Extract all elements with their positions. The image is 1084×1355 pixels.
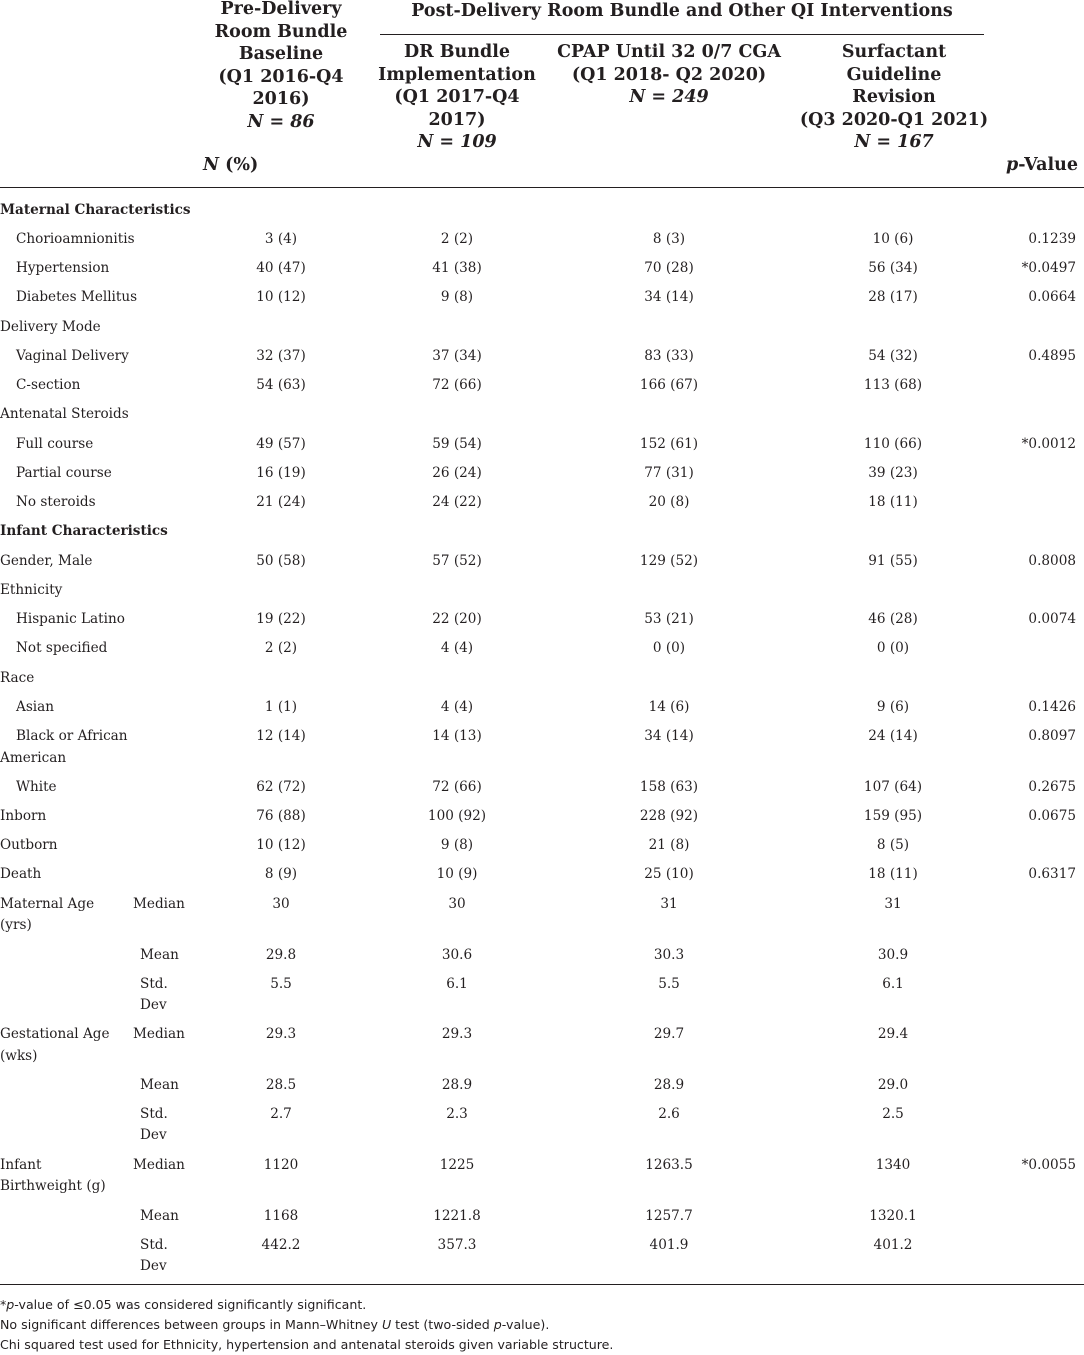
row-label: Not specified (16, 640, 108, 656)
cell-p-value: 0.6317 (1028, 866, 1076, 882)
table-row (0, 433, 1084, 455)
header-n-percent: N (%) (203, 155, 259, 175)
header-line: Implementation (378, 64, 536, 85)
row-statistic-label: Mean (140, 947, 179, 963)
cell-cpap: 5.5 (658, 976, 680, 992)
table-row (0, 747, 1084, 769)
table-row (0, 345, 1084, 367)
cell-baseline: 3 (4) (264, 231, 298, 247)
header-n: N = 86 (247, 111, 315, 132)
header-line: (Q1 2018- Q2 2020) (571, 64, 767, 85)
cell-surfactant: 9 (6) (876, 699, 910, 715)
cell-dr-bundle: 37 (34) (432, 348, 482, 364)
header-line: DR Bundle (403, 42, 511, 62)
cell-p-value: 0.1239 (1028, 231, 1076, 247)
cell-dr-bundle: 9 (8) (440, 837, 474, 853)
table-row (0, 725, 1084, 747)
cell-cpap: 158 (63) (639, 779, 699, 795)
row-statistic-label: Std. (140, 1106, 168, 1122)
cell-dr-bundle: 2.3 (446, 1106, 468, 1122)
header-line: (Q3 2020-Q1 2021) (799, 109, 989, 130)
table-row (0, 491, 1084, 513)
table-row (0, 1023, 1084, 1045)
cell-dr-bundle: 28.9 (441, 1077, 473, 1093)
cell-dr-bundle: 14 (13) (432, 728, 482, 744)
cell-surfactant: 159 (95) (863, 808, 923, 824)
cell-dr-bundle: 2 (2) (440, 231, 474, 247)
cell-surfactant: 2.5 (882, 1106, 904, 1122)
cell-baseline: 28.5 (265, 1077, 297, 1093)
cell-baseline: 12 (14) (256, 728, 306, 744)
cell-cpap: 31 (660, 896, 678, 912)
footnote-chi-squared: Chi squared test used for Ethnicity, hypertension and antenatal steroids given variable structure. (0, 1337, 614, 1352)
header-line: Pre-Delivery (220, 0, 342, 19)
cell-surfactant: 401.2 (873, 1237, 913, 1253)
cell-cpap: 29.7 (653, 1026, 685, 1042)
table-row (0, 944, 1084, 966)
cell-surfactant: 1320.1 (869, 1208, 917, 1224)
footnote-significance: *p-value of ≤0.05 was considered significantly significant. (0, 1297, 367, 1312)
header-n: N = 249 (629, 87, 709, 108)
cell-cpap: 2.6 (658, 1106, 680, 1122)
row-label: Vaginal Delivery (16, 348, 129, 364)
row-label: Maternal Age (0, 896, 95, 912)
cell-cpap: 70 (28) (644, 260, 694, 276)
cell-dr-bundle: 26 (24) (432, 465, 482, 481)
table-row (0, 199, 1084, 221)
cell-surfactant: 28 (17) (868, 289, 918, 305)
row-label: Maternal Characteristics (0, 202, 191, 218)
table-row (0, 374, 1084, 396)
table-row (0, 550, 1084, 572)
cell-baseline: 442.2 (261, 1237, 301, 1253)
row-label: No steroids (16, 494, 96, 510)
header-line: Revision (852, 87, 936, 108)
row-label: Delivery Mode (0, 319, 101, 335)
cell-dr-bundle: 9 (8) (440, 289, 474, 305)
row-statistic-label: Dev (140, 1258, 167, 1274)
cell-surfactant: 8 (5) (876, 837, 910, 853)
row-label: Antenatal Steroids (0, 406, 129, 422)
row-label: (wks) (0, 1048, 38, 1064)
row-label: C-section (16, 377, 81, 393)
cell-cpap: 8 (3) (652, 231, 686, 247)
cell-dr-bundle: 357.3 (437, 1237, 477, 1253)
header-col-surfactant (796, 41, 992, 154)
cell-dr-bundle: 30 (448, 896, 466, 912)
cell-cpap: 21 (8) (648, 837, 690, 853)
row-label: Diabetes Mellitus (16, 289, 138, 305)
row-label: Gestational Age (0, 1026, 110, 1042)
row-statistic-label: Median (133, 1026, 185, 1042)
table-top-rule (0, 187, 1084, 188)
row-label: White (16, 779, 57, 795)
cell-p-value: 0.0074 (1028, 611, 1076, 627)
table-bottom-rule (0, 1284, 1084, 1285)
cell-baseline: 76 (88) (256, 808, 306, 824)
cell-dr-bundle: 30.6 (441, 947, 473, 963)
cell-baseline: 62 (72) (256, 779, 306, 795)
cell-dr-bundle: 72 (66) (432, 779, 482, 795)
cell-dr-bundle: 1225 (439, 1157, 475, 1173)
cell-cpap: 228 (92) (639, 808, 699, 824)
cell-cpap: 152 (61) (639, 436, 699, 452)
cell-p-value: 0.0675 (1028, 808, 1076, 824)
cell-baseline: 1168 (263, 1208, 299, 1224)
cell-cpap: 34 (14) (644, 728, 694, 744)
cell-cpap: 1263.5 (645, 1157, 693, 1173)
cell-baseline: 2 (2) (264, 640, 298, 656)
table-row (0, 1255, 1084, 1277)
row-statistic-label: Mean (140, 1208, 179, 1224)
table-row (0, 462, 1084, 484)
cell-cpap: 1257.7 (645, 1208, 693, 1224)
table-row (0, 1103, 1084, 1125)
cell-dr-bundle: 10 (9) (436, 866, 478, 882)
cell-surfactant: 113 (68) (863, 377, 923, 393)
row-label: Ethnicity (0, 582, 63, 598)
cell-p-value: *0.0055 (1021, 1157, 1076, 1173)
footnote-mann-whitney: No significant differences between groups in Mann–Whitney U test (two-sided p-value). (0, 1317, 550, 1332)
header-group-title: Post-Delivery Room Bundle and Other QI Interventions (411, 1, 953, 21)
cell-p-value: 0.1426 (1028, 699, 1076, 715)
cell-p-value: *0.0497 (1021, 260, 1076, 276)
table-row (0, 863, 1084, 885)
table-row (0, 805, 1084, 827)
row-statistic-label: Mean (140, 1077, 179, 1093)
row-label: Hypertension (16, 260, 110, 276)
cell-cpap: 34 (14) (644, 289, 694, 305)
table-row (0, 257, 1084, 279)
cell-baseline: 40 (47) (256, 260, 306, 276)
cell-surfactant: 31 (884, 896, 902, 912)
row-label: Black or African (16, 728, 128, 744)
cell-baseline: 49 (57) (256, 436, 306, 452)
row-statistic-label: Dev (140, 997, 167, 1013)
cell-p-value: 0.0664 (1028, 289, 1076, 305)
cell-cpap: 25 (10) (644, 866, 694, 882)
header-line: Baseline (238, 44, 324, 65)
table-row (0, 696, 1084, 718)
header-col-baseline (203, 0, 359, 134)
header-line: (Q1 2017-Q4 (394, 87, 520, 108)
row-label: Outborn (0, 837, 58, 853)
cell-surfactant: 29.4 (877, 1026, 909, 1042)
cell-p-value: *0.0012 (1021, 436, 1076, 452)
table-row (0, 637, 1084, 659)
cell-p-value: 0.4895 (1028, 348, 1076, 364)
cell-surfactant: 56 (34) (868, 260, 918, 276)
row-label: Death (0, 866, 42, 882)
table-row (0, 994, 1084, 1016)
row-label: Gender, Male (0, 553, 93, 569)
cell-surfactant: 29.0 (877, 1077, 909, 1093)
row-label: (yrs) (0, 917, 32, 933)
cell-p-value: 0.2675 (1028, 779, 1076, 795)
table-row (0, 834, 1084, 856)
cell-cpap: 83 (33) (644, 348, 694, 364)
cell-cpap: 30.3 (653, 947, 685, 963)
table-row (0, 579, 1084, 601)
cell-baseline: 29.8 (265, 947, 297, 963)
cell-dr-bundle: 4 (4) (440, 699, 474, 715)
cell-baseline: 19 (22) (256, 611, 306, 627)
cell-surfactant: 110 (66) (863, 436, 923, 452)
table-row (0, 608, 1084, 630)
cell-cpap: 166 (67) (639, 377, 699, 393)
table-row (0, 1045, 1084, 1067)
cell-baseline: 54 (63) (256, 377, 306, 393)
cell-cpap: 20 (8) (648, 494, 690, 510)
cell-dr-bundle: 29.3 (441, 1026, 473, 1042)
cell-surfactant: 107 (64) (863, 779, 923, 795)
cell-surfactant: 54 (32) (868, 348, 918, 364)
cell-surfactant: 10 (6) (872, 231, 914, 247)
cell-baseline: 50 (58) (256, 553, 306, 569)
cell-baseline: 32 (37) (256, 348, 306, 364)
header-col-dr-bundle (372, 41, 542, 154)
header-group-rule (380, 34, 984, 35)
cell-dr-bundle: 6.1 (446, 976, 468, 992)
cell-cpap: 129 (52) (639, 553, 699, 569)
table-row (0, 973, 1084, 995)
cell-dr-bundle: 57 (52) (432, 553, 482, 569)
cell-surfactant: 18 (11) (868, 866, 918, 882)
cell-p-value: 0.8008 (1028, 553, 1076, 569)
cell-cpap: 28.9 (653, 1077, 685, 1093)
row-label: Hispanic Latino (16, 611, 125, 627)
row-label: Full course (16, 436, 94, 452)
cell-baseline: 1120 (263, 1157, 299, 1173)
row-statistic-label: Dev (140, 1127, 167, 1143)
cell-cpap: 53 (21) (644, 611, 694, 627)
cell-surfactant: 1340 (875, 1157, 911, 1173)
cell-cpap: 0 (0) (652, 640, 686, 656)
cell-baseline: 29.3 (265, 1026, 297, 1042)
cell-dr-bundle: 72 (66) (432, 377, 482, 393)
header-n: N = 167 (854, 132, 934, 153)
header-line: Surfactant Guideline (841, 42, 947, 85)
row-label: Race (0, 670, 35, 686)
table-row (0, 914, 1084, 936)
cell-dr-bundle: 100 (92) (427, 808, 487, 824)
table-row (0, 1074, 1084, 1096)
cell-dr-bundle: 1221.8 (433, 1208, 481, 1224)
cell-surfactant: 39 (23) (868, 465, 918, 481)
row-statistic-label: Median (133, 896, 185, 912)
header-n-percent-rest: (%) (225, 155, 259, 175)
cell-baseline: 30 (272, 896, 290, 912)
header-col-cpap (554, 41, 784, 109)
cell-baseline: 1 (1) (264, 699, 298, 715)
cell-dr-bundle: 59 (54) (432, 436, 482, 452)
table-row (0, 1154, 1084, 1176)
row-label: Chorioamnionitis (16, 231, 135, 247)
row-label: Asian (16, 699, 55, 715)
header-line: Room Bundle (214, 21, 348, 42)
cell-surfactant: 18 (11) (868, 494, 918, 510)
table-row (0, 1175, 1084, 1197)
table-row (0, 316, 1084, 338)
cell-surfactant: 0 (0) (876, 640, 910, 656)
header-p-value: p-Value (1005, 155, 1078, 175)
row-label: Birthweight (g) (0, 1178, 106, 1194)
cell-baseline: 10 (12) (256, 289, 306, 305)
row-label: Partial course (16, 465, 112, 481)
row-statistic-label: Std. (140, 1237, 168, 1253)
table-row (0, 1124, 1084, 1146)
cell-surfactant: 46 (28) (868, 611, 918, 627)
cell-baseline: 8 (9) (264, 866, 298, 882)
table-row (0, 776, 1084, 798)
cell-dr-bundle: 22 (20) (432, 611, 482, 627)
cell-dr-bundle: 24 (22) (432, 494, 482, 510)
cell-surfactant: 24 (14) (868, 728, 918, 744)
cell-baseline: 2.7 (270, 1106, 292, 1122)
table-row (0, 403, 1084, 425)
row-label: American (0, 750, 67, 766)
cell-surfactant: 30.9 (877, 947, 909, 963)
row-statistic-label: Std. (140, 976, 168, 992)
header-line: (Q1 2016-Q4 (218, 66, 344, 87)
cell-p-value: 0.8097 (1028, 728, 1076, 744)
row-label: Infant (0, 1157, 42, 1173)
cell-cpap: 14 (6) (648, 699, 690, 715)
table-row (0, 286, 1084, 308)
header-line: 2017) (428, 109, 486, 130)
cell-surfactant: 91 (55) (868, 553, 918, 569)
row-label: Infant Characteristics (0, 523, 168, 539)
cell-baseline: 10 (12) (256, 837, 306, 853)
row-statistic-label: Median (133, 1157, 185, 1173)
table-row (0, 1205, 1084, 1227)
row-label: Inborn (0, 808, 47, 824)
cell-cpap: 77 (31) (644, 465, 694, 481)
table-row (0, 228, 1084, 250)
header-n: N = 109 (417, 132, 497, 153)
cell-surfactant: 6.1 (882, 976, 904, 992)
cell-baseline: 21 (24) (256, 494, 306, 510)
header-line: CPAP Until 32 0/7 CGA (557, 42, 781, 62)
table-row (0, 667, 1084, 689)
cell-cpap: 401.9 (649, 1237, 689, 1253)
cell-dr-bundle: 41 (38) (432, 260, 482, 276)
table-row (0, 1234, 1084, 1256)
header-line: 2016) (252, 89, 310, 110)
table-row (0, 893, 1084, 915)
table-row (0, 520, 1084, 542)
cell-dr-bundle: 4 (4) (440, 640, 474, 656)
cell-baseline: 16 (19) (256, 465, 306, 481)
cell-baseline: 5.5 (270, 976, 292, 992)
